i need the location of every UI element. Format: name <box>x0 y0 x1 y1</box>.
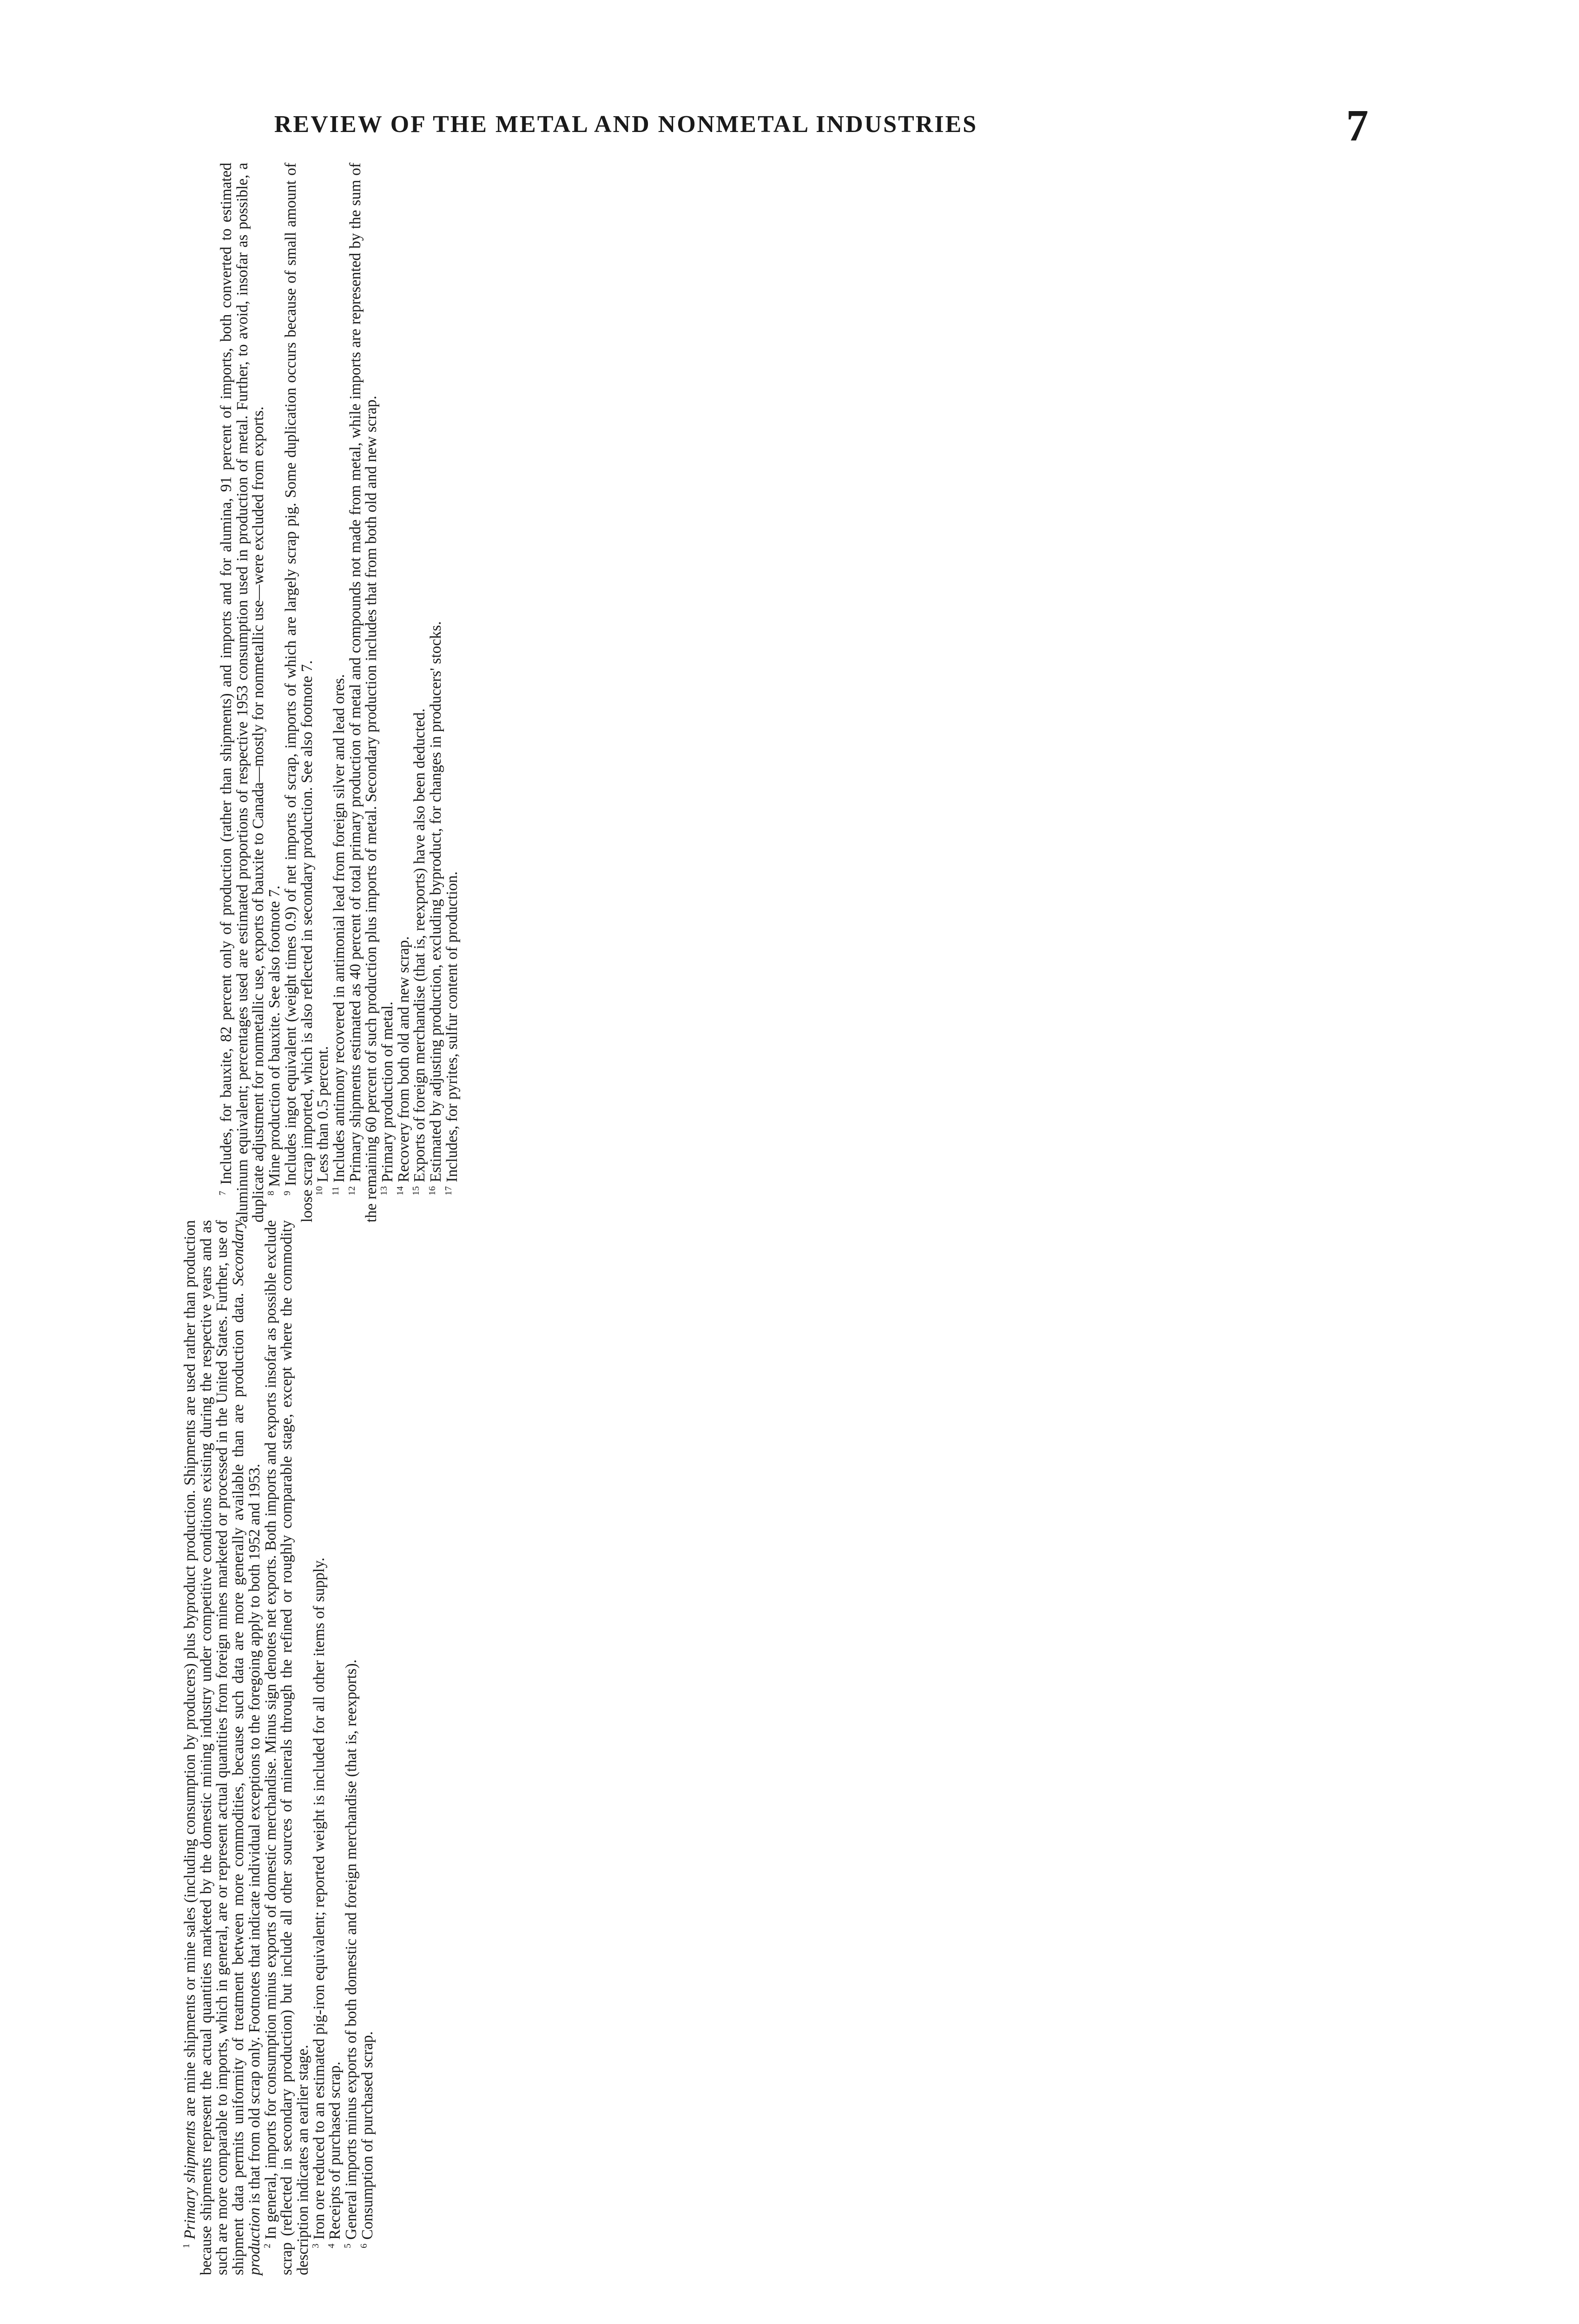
footnote-6 <box>360 1220 376 2275</box>
footnote-5 <box>344 1220 360 2275</box>
footnote-15 <box>412 163 428 1222</box>
footnote-text: Includes antimony recovered in antimonial lead from foreign silver and lead ores. <box>330 674 348 1183</box>
footnote-text: Estimated by adjusting production, excluding byproduct, for changes in producers' stocks. <box>427 621 445 1182</box>
footnote-marker: 4 <box>326 2244 337 2248</box>
footnote-marker: 13 <box>379 1186 390 1195</box>
running-head: REVIEW OF THE METAL AND NONMETAL INDUSTRIES <box>274 111 978 138</box>
footnote-text: Exports of foreign merchandise (that is, reexports) have also been deducted. <box>411 708 429 1182</box>
footnote-marker: 9 <box>282 1191 292 1195</box>
footnote-marker: 11 <box>330 1186 341 1195</box>
footnotes-column-right <box>218 163 461 1222</box>
footnote-text: is that from old scrap only. Footnotes that indicate individual exceptions to the foregoing apply to both 1952 and 1953. <box>245 1464 263 2208</box>
footnote-7 <box>218 163 267 1222</box>
footnote-marker: 16 <box>427 1186 438 1195</box>
footnote-text: Includes, for bauxite, 82 percent only of production (rather than shipments) and imports and for alumina, 91 percent of imports, both converted to estimated aluminum equivalent; percentages used are estimated proportions of respective 1953 consumption used in production of metal. Further, to avoid, insofar as possible, a duplicate adjustment for nonmetallic use, exports of bauxite to Canada—mostly for nonmetallic use—were excluded from exports. <box>218 163 267 1222</box>
footnote-text: General imports minus exports of both domestic and foreign merchandise (that is, reexports). <box>343 1659 360 2240</box>
footnote-8 <box>267 163 283 1222</box>
footnote-text: Recovery from both old and new scrap. <box>395 936 412 1182</box>
footnote-13 <box>380 163 396 1222</box>
footnote-marker: 14 <box>395 1186 405 1195</box>
footnote-16 <box>428 163 444 1222</box>
footnote-text: Less than 0.5 percent. <box>314 1046 332 1182</box>
footnote-text: Includes, for pyrites, sulfur content of production. <box>443 871 461 1182</box>
footnote-text: Primary production of metal. <box>379 1001 396 1182</box>
footnote-text: Mine production of bauxite. See also footnote 7. <box>266 885 284 1187</box>
footnote-marker: 1 <box>181 2244 192 2248</box>
footnote-term: Secondary production <box>230 1220 263 2275</box>
footnote-term: Primary shipments <box>181 2120 198 2239</box>
footnote-3 <box>311 1220 328 2275</box>
footnote-marker: 7 <box>218 1191 228 1195</box>
footnote-text: Includes ingot equivalent (weight times 0.9) of net imports of scrap, imports of which are largely scrap pig. Some duplication occurs because of small amount of loose scrap imported, which is also reflected in secondary production. See also footnote 7. <box>282 162 316 1222</box>
footnote-4 <box>327 1220 344 2275</box>
footnote-text: Primary shipments estimated as 40 percent of total primary production of metal and compounds not made from metal, while imports are represented by the sum of the remaining 60 percent of such production plus imports of metal. Secondary production includes that from both old and new scrap. <box>346 162 380 1222</box>
footnote-marker: 17 <box>443 1186 454 1195</box>
footnote-14 <box>396 163 412 1222</box>
footnote-text: In general, imports for consumption minus exports of domestic merchandise. Minus sign denotes net exports. Both imports and exports insofar as possible exclude scrap (reflected in secondary production) but include all other sources of minerals through the refined or roughly comparable stage, except where the commodity description indicates an earlier stage. <box>262 1220 311 2275</box>
footnote-marker: 2 <box>262 2244 272 2248</box>
footnote-10 <box>315 163 331 1222</box>
footnote-marker: 5 <box>343 2244 353 2248</box>
page-number: 7 <box>1346 100 1368 150</box>
footnote-2 <box>263 1220 311 2275</box>
footnote-text: Receipts of purchased scrap. <box>326 2061 344 2240</box>
footnote-text: Iron ore reduced to an estimated pig-iron equivalent; reported weight is included for all other items of supply. <box>310 1557 328 2240</box>
footnote-9 <box>283 163 315 1222</box>
footnote-marker: 3 <box>310 2244 321 2248</box>
footnote-marker: 15 <box>411 1186 422 1195</box>
footnotes-column-left <box>182 1220 376 2275</box>
footnote-marker: 8 <box>266 1191 277 1195</box>
footnote-12 <box>348 163 380 1222</box>
footnote-marker: 12 <box>346 1186 357 1195</box>
footnote-11 <box>331 163 348 1222</box>
footnote-marker: 10 <box>314 1186 325 1195</box>
footnote-text: are mine shipments or mine sales (including consumption by producers) plus byproduct production. Shipments are used rather than production because shipments represent the actual quantities marketed by the domestic mining industry under competitive conditions existing during the respective years and as such are more comparable to imports, which in general, are or represent actual quantities from foreign mines marketed or processed in the United States. Further, use of shipment data permits uniformity of treatment between more commodities, because such data are more generally available than are production data. <box>181 1220 247 2275</box>
footnote-1 <box>182 1220 263 2275</box>
footnote-marker: 6 <box>358 2244 369 2248</box>
footnote-17 <box>444 163 461 1222</box>
footnote-text: Consumption of purchased scrap. <box>358 2031 376 2240</box>
